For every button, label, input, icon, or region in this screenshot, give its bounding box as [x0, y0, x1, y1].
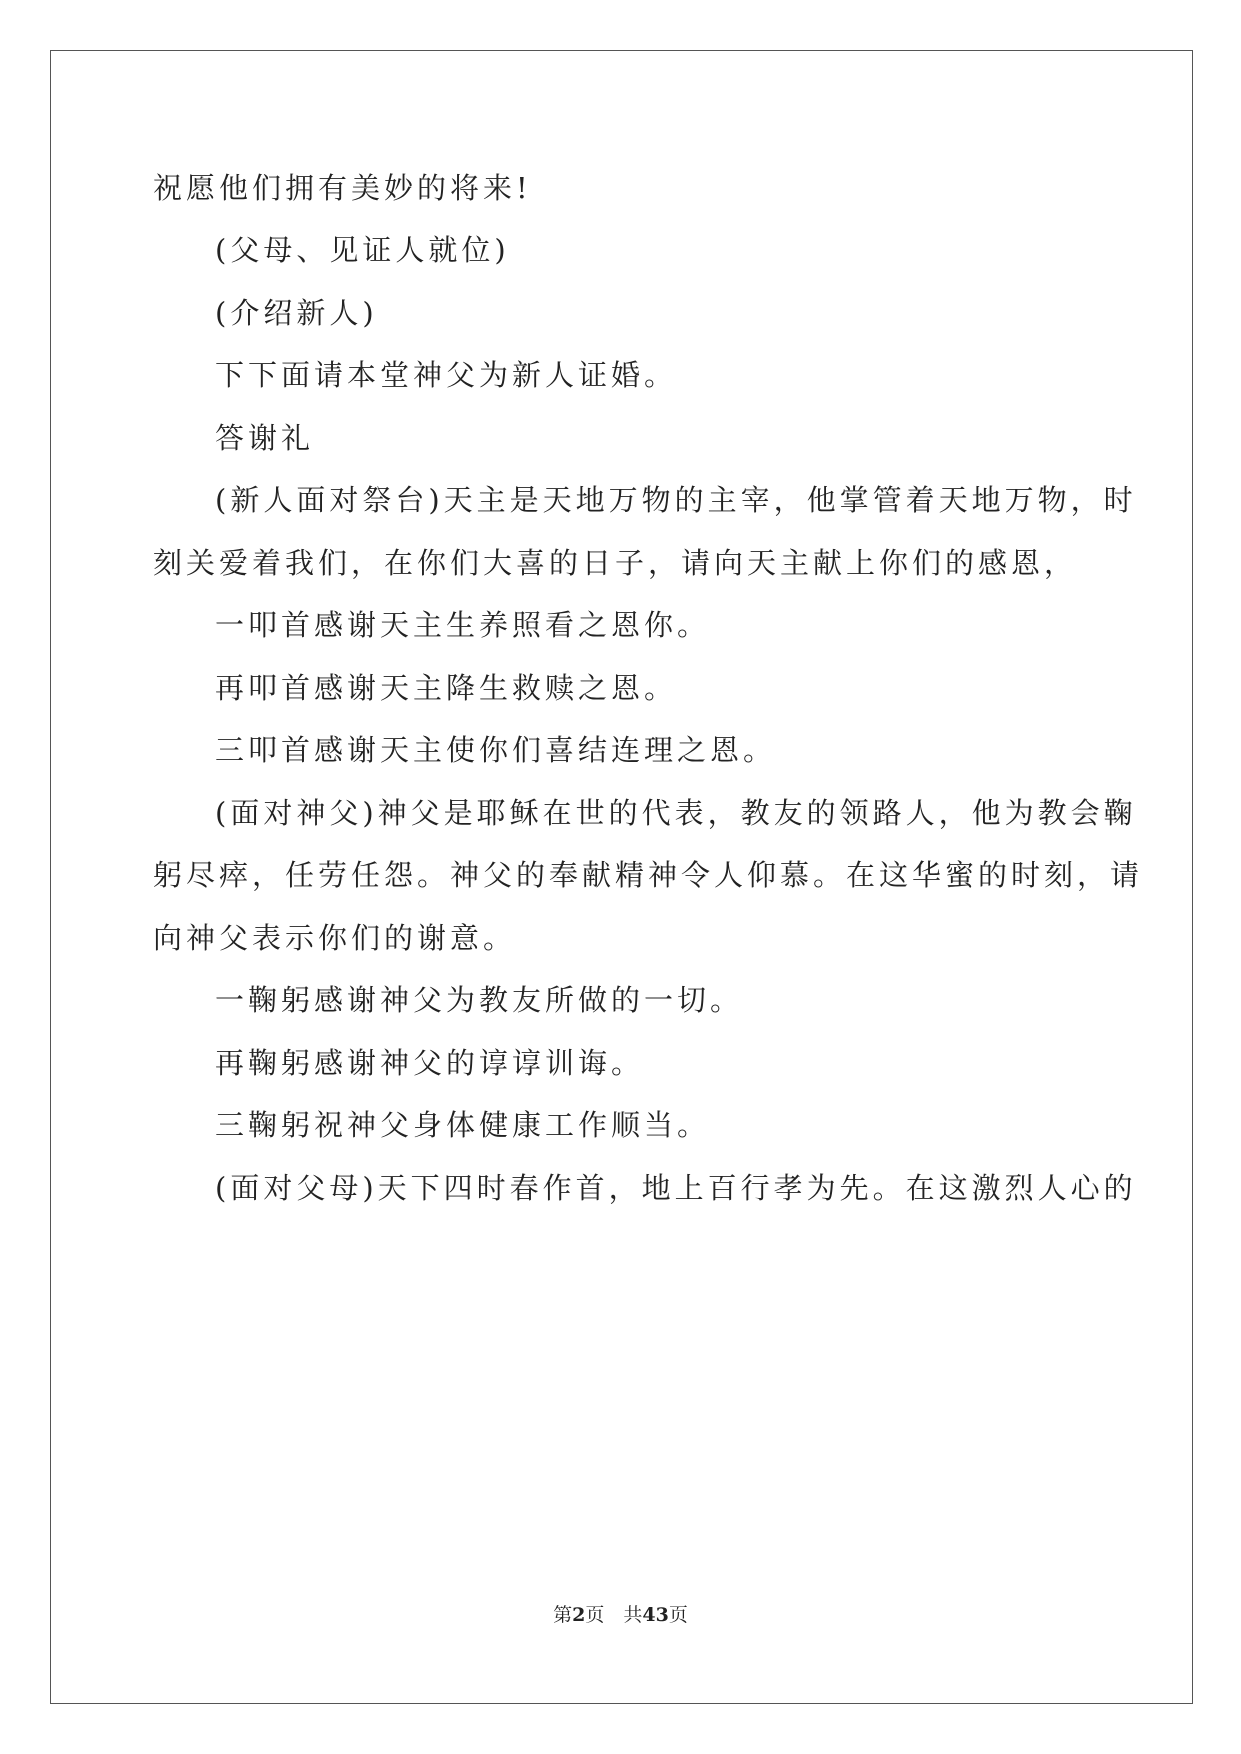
- paragraph-line: 一叩首感谢天主生养照看之恩你。: [215, 608, 711, 642]
- paragraph-line: 向神父表示你们的谢意。: [153, 921, 517, 955]
- paragraph-line: (介绍新人): [215, 296, 378, 330]
- paragraph-line: 刻关爱着我们，在你们大喜的日子，请向天主献上你们的感恩，: [153, 546, 1078, 580]
- footer-prefix: 第: [553, 1604, 573, 1626]
- paragraph-line: (新人面对祭台)天主是天地万物的主宰，他掌管着天地万物，时: [215, 483, 1137, 517]
- paragraph-line: 三叩首感谢天主使你们喜结连理之恩。: [215, 733, 777, 767]
- footer-suffix: 页: [668, 1604, 688, 1626]
- paragraph-line: 再叩首感谢天主降生救赎之恩。: [215, 671, 678, 705]
- paragraph-line: 再鞠躬感谢神父的谆谆训诲。: [215, 1046, 645, 1080]
- current-page-number: 2: [572, 1604, 586, 1626]
- paragraph-line: 答谢礼: [215, 421, 315, 455]
- paragraph-line: 三鞠躬祝神父身体健康工作顺当。: [215, 1108, 711, 1142]
- paragraph-line: 一鞠躬感谢神父为教友所做的一切。: [215, 983, 744, 1017]
- paragraph-line: (父母、见证人就位): [215, 233, 510, 267]
- total-page-count: 43: [642, 1604, 669, 1626]
- page-number-footer: [0, 1600, 1241, 1627]
- paragraph-line: (面对神父)神父是耶稣在世的代表，教友的领路人，他为教会鞠: [215, 796, 1137, 830]
- footer-mid: 页 共: [585, 1604, 643, 1626]
- paragraph-line: 下下面请本堂神父为新人证婚。: [215, 358, 678, 392]
- paragraph-line: (面对父母)天下四时春作首，地上百行孝为先。在这激烈人心的: [215, 1171, 1137, 1205]
- paragraph-line: 躬尽瘁，任劳任怨。神父的奉献精神令人仰慕。在这华蜜的时刻，请: [153, 858, 1144, 892]
- paragraph-line: 祝愿他们拥有美妙的将来!: [153, 171, 532, 205]
